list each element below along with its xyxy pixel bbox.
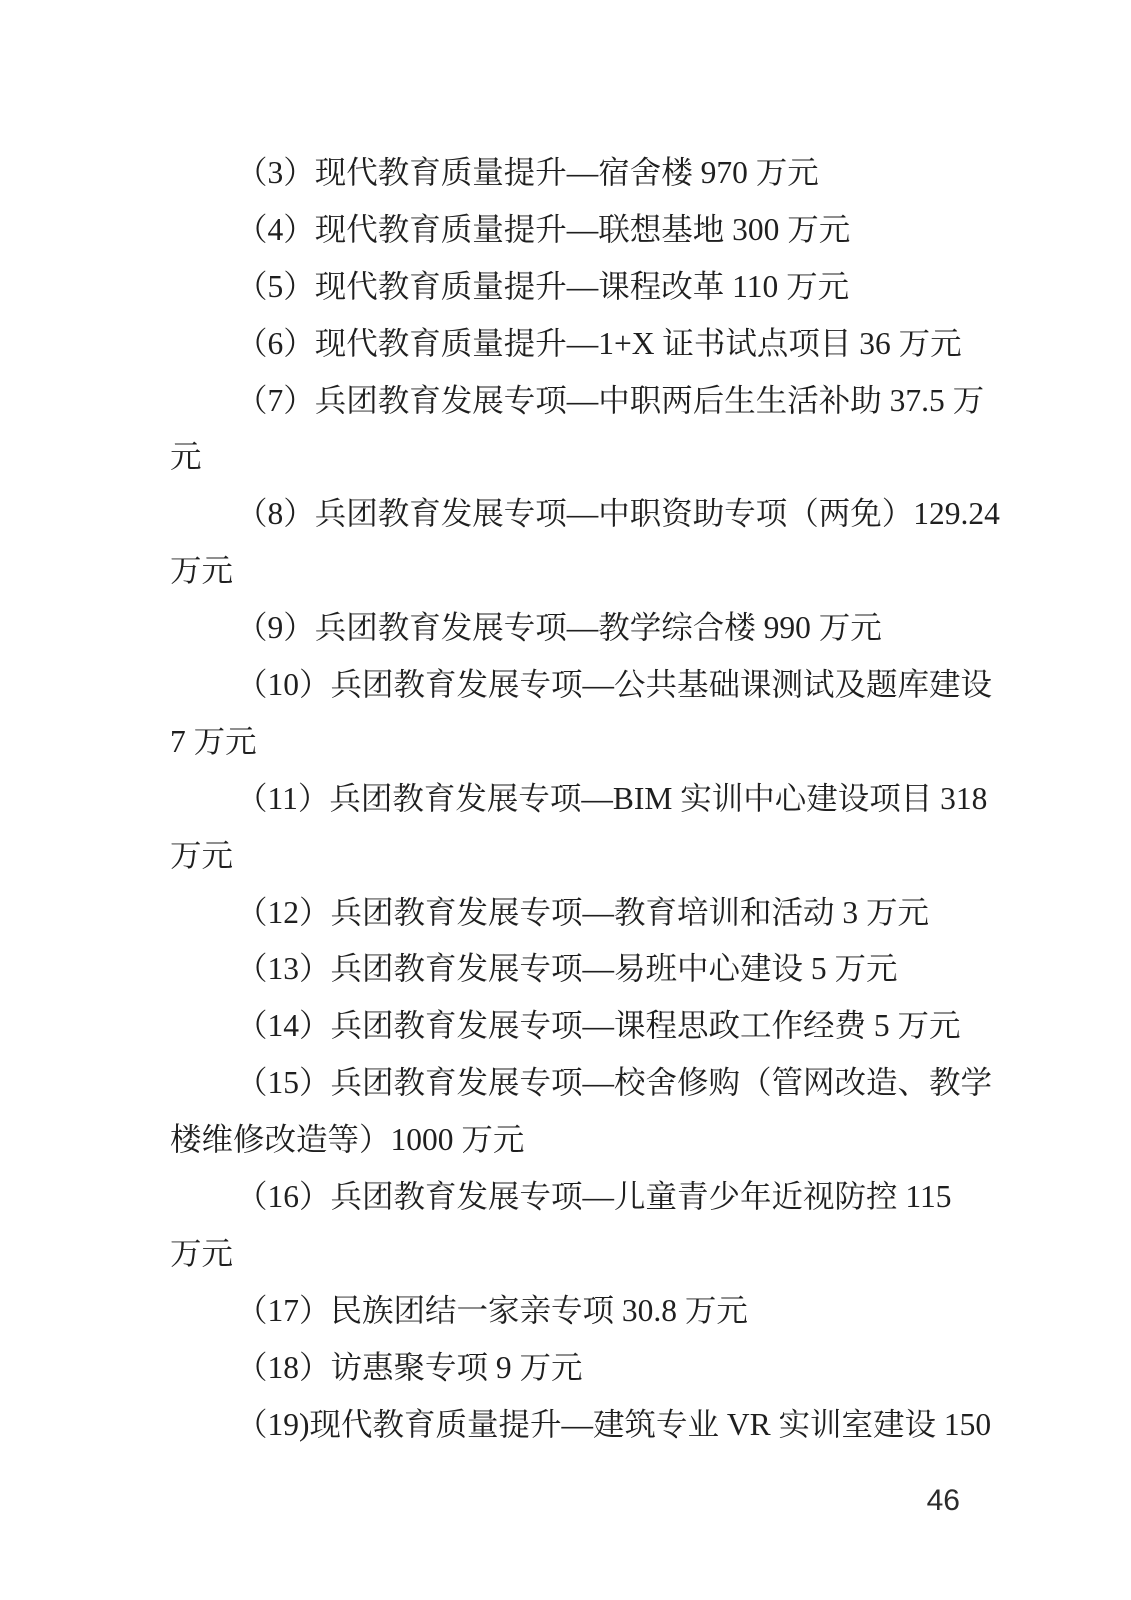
- item-line-first: （12）兵团教育发展专项—教育培训和活动 3 万元: [236, 894, 930, 930]
- item-line-first: （6）现代教育质量提升—1+X 证书试点项目 36 万元: [236, 325, 962, 361]
- list-item: [170, 657, 993, 771]
- list-item: [170, 373, 985, 487]
- list-item: [170, 941, 965, 998]
- list-item: [170, 486, 1000, 600]
- item-line-first: （10）兵团教育发展专项—公共基础课测试及题库建设: [236, 667, 993, 703]
- list-item: [170, 771, 988, 885]
- item-line-wrap: 7 万元: [170, 723, 257, 759]
- item-line-wrap: 万元: [170, 837, 234, 873]
- item-line-wrap: 万元: [170, 553, 234, 589]
- item-line-first: （17）民族团结一家亲专项 30.8 万元: [236, 1292, 748, 1328]
- item-line-first: （19)现代教育质量提升—建筑专业 VR 实训室建设 150: [236, 1406, 992, 1442]
- item-line-first: （13）兵团教育发展专项—易班中心建设 5 万元: [236, 951, 898, 987]
- list-item: [170, 1397, 992, 1454]
- item-line-first: （18）访惠聚专项 9 万元: [236, 1349, 583, 1385]
- item-line-wrap: 万元: [170, 1235, 234, 1271]
- list-item: [170, 316, 965, 373]
- list-item: [170, 259, 965, 316]
- item-line-first: （9）兵团教育发展专项—教学综合楼 990 万元: [236, 610, 882, 646]
- list-item: [170, 885, 965, 942]
- list-item: [170, 1055, 993, 1169]
- document-body: [170, 145, 1000, 1453]
- list-item: [170, 145, 965, 202]
- list-item: [170, 998, 965, 1055]
- list-item: [170, 202, 965, 259]
- item-line-first: （11）兵团教育发展专项—BIM 实训中心建设项目 318: [236, 780, 988, 816]
- list-item: [170, 1283, 965, 1340]
- item-line-first: （7）兵团教育发展专项—中职两后生生活补助 37.5 万: [236, 382, 985, 418]
- item-line-first: （4）现代教育质量提升—联想基地 300 万元: [236, 211, 851, 247]
- item-line-wrap: 楼维修改造等）1000 万元: [170, 1122, 525, 1158]
- item-line-first: （5）现代教育质量提升—课程改革 110 万元: [236, 268, 850, 304]
- item-line-first: （16）兵团教育发展专项—儿童青少年近视防控 115: [236, 1179, 952, 1215]
- item-line-first: （8）兵团教育发展专项—中职资助专项（两免）129.24: [236, 496, 1000, 532]
- item-line-first: （3）现代教育质量提升—宿舍楼 970 万元: [236, 155, 819, 190]
- page-number: 46: [926, 1484, 960, 1517]
- item-line-first: （14）兵团教育发展专项—课程思政工作经费 5 万元: [236, 1008, 961, 1044]
- list-item: [170, 1340, 965, 1397]
- list-item: [170, 1169, 965, 1283]
- item-line-first: （15）兵团教育发展专项—校舍修购（管网改造、教学: [236, 1065, 993, 1101]
- list-item: [170, 600, 965, 657]
- item-line-wrap: 元: [170, 439, 202, 475]
